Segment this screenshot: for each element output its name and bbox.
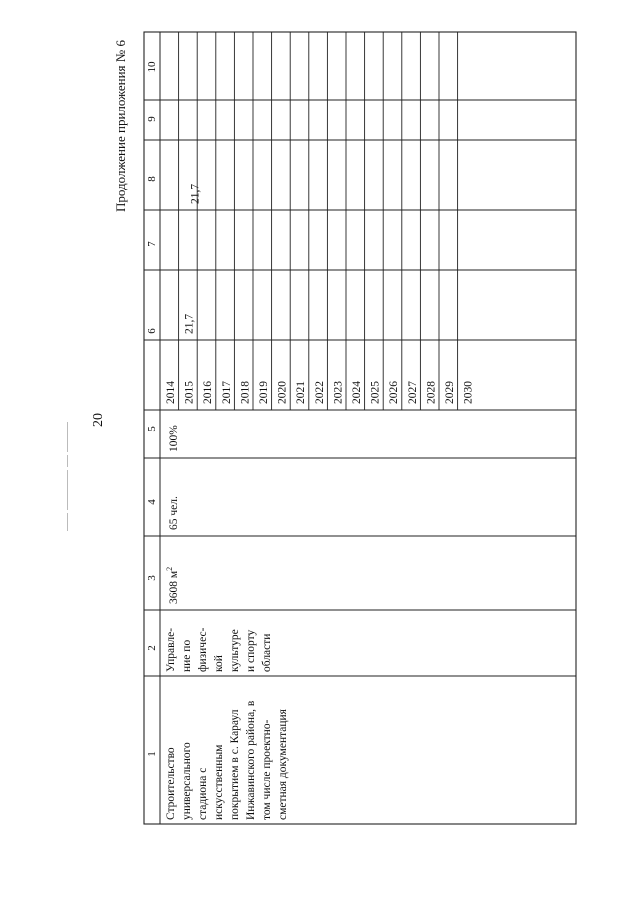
responsible-body-line: ние по — [181, 639, 193, 672]
responsible-body-line: области — [261, 633, 273, 672]
year-2021: 2021 — [295, 381, 308, 404]
project-description-line: покрытием в с. Караул — [229, 709, 241, 820]
year-2028: 2028 — [425, 381, 438, 404]
area-unit-superscript: 2 — [165, 566, 174, 571]
column-header-6: 6 — [146, 328, 158, 334]
column-header-1: 1 — [146, 751, 158, 757]
year-2017: 2017 — [220, 381, 233, 404]
year-2026: 2026 — [388, 381, 401, 404]
value-2015-col8: 21,7 — [189, 183, 202, 204]
column-header-5: 5 — [146, 426, 158, 432]
project-description-line: сметная документация — [277, 709, 289, 820]
project-description-line: том числе проектно- — [261, 719, 273, 820]
year-2015: 2015 — [183, 381, 196, 404]
responsible-body-line: культуре — [229, 629, 241, 672]
year-2024: 2024 — [351, 381, 363, 404]
year-2018: 2018 — [239, 381, 252, 404]
table-texts — [146, 61, 475, 820]
responsible-body-line: Управле- — [165, 627, 177, 672]
column-header-8: 8 — [146, 176, 158, 182]
year-2020: 2020 — [276, 381, 289, 404]
people-count: 65 чел. — [168, 496, 180, 530]
column-header-2: 2 — [146, 645, 158, 651]
column-header-4: 4 — [146, 499, 158, 505]
responsible-body-line: и спорту — [245, 629, 257, 672]
column-header-7: 7 — [146, 241, 158, 247]
project-description-line: искусственным — [213, 744, 225, 820]
project-description-line: универсального — [181, 742, 193, 820]
project-description-line: Инжавинского района, в — [245, 700, 257, 820]
project-description-line: Строительство — [165, 747, 177, 820]
page-number: 20 — [91, 413, 106, 427]
value-2015-col6: 21,7 — [183, 313, 196, 334]
continuation-caption: Продолжение приложения № 6 — [113, 40, 128, 212]
responsible-body-line: физичес- — [197, 627, 209, 672]
column-header-9: 9 — [146, 116, 158, 122]
year-2016: 2016 — [202, 381, 215, 404]
project-description-line: стадиона с — [197, 767, 209, 820]
completion-percent: 100% — [168, 425, 180, 452]
year-2025: 2025 — [369, 381, 382, 404]
column-header-10: 10 — [146, 61, 158, 73]
year-2022: 2022 — [313, 381, 326, 404]
area-value: 3608 $м^2$ — [165, 566, 180, 604]
year-2014: 2014 — [165, 381, 177, 404]
year-2029: 2029 — [444, 381, 456, 404]
year-row-lines — [179, 32, 458, 410]
year-2030: 2030 — [462, 381, 475, 404]
year-2023: 2023 — [332, 381, 345, 404]
column-header-3: 3 — [146, 575, 158, 581]
table-border — [144, 32, 576, 824]
year-2027: 2027 — [406, 381, 419, 404]
year-2019: 2019 — [258, 381, 270, 404]
responsible-body-line: кой — [213, 655, 225, 672]
